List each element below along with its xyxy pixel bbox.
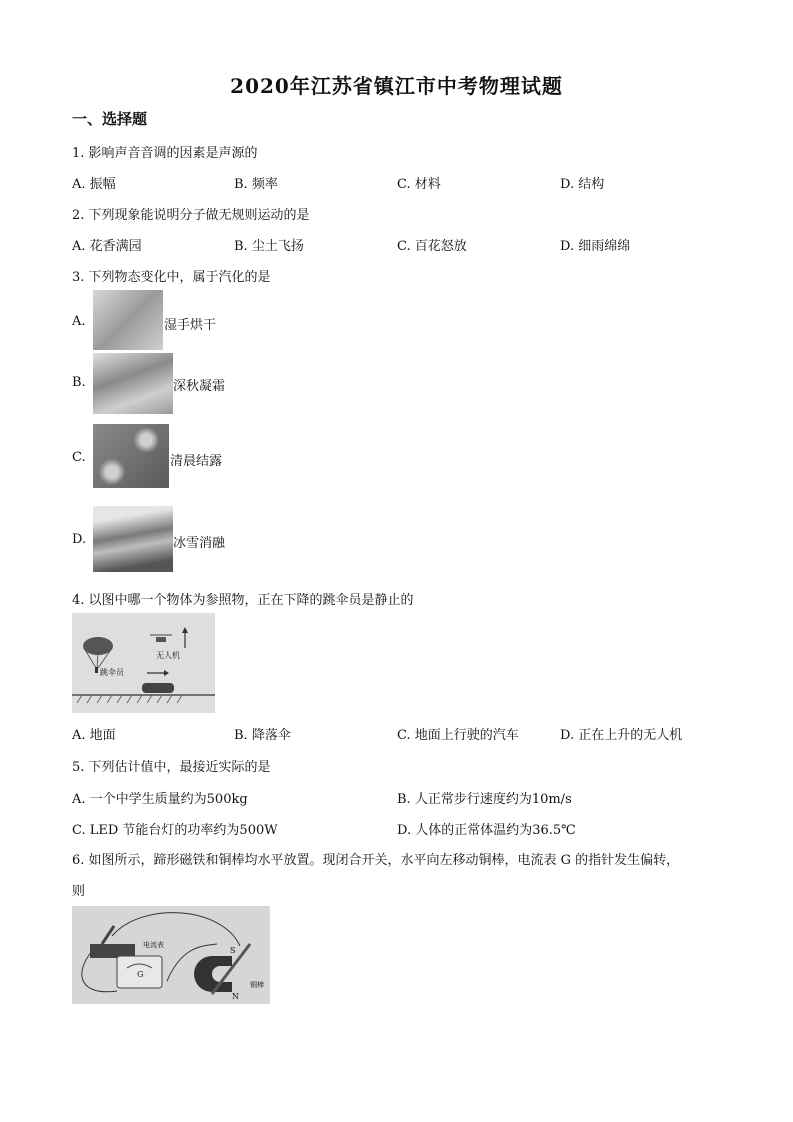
q2-option-d: D. 细雨绵绵 <box>560 239 631 254</box>
q2-option-c: C. 百花怒放 <box>397 239 467 254</box>
q3-option-a-letter: A. <box>72 314 86 329</box>
north-pole-label: N <box>232 992 239 1001</box>
question-6-stem-continued: 则 <box>72 884 86 899</box>
q4-figure <box>72 613 215 713</box>
q5-option-a: A. 一个中学生质量约为500kg <box>72 792 248 807</box>
q3-option-c-image <box>93 424 169 488</box>
q2-option-a: A. 花香满园 <box>72 239 142 254</box>
drone-label: 无人机 <box>156 651 180 660</box>
question-6-stem: 6. 如图所示，蹄形磁铁和铜棒均水平放置。现闭合开关，水平向左移动铜棒，电流表 G 的指针发生偏转， <box>72 853 680 868</box>
q3-option-d-letter: D. <box>72 532 87 547</box>
q3-option-a-text: 湿手烘干 <box>164 318 217 333</box>
parachutist-label: 跳伞员 <box>100 668 124 677</box>
question-1-stem: 1. 影响声音音调的因素是声源的 <box>72 146 258 161</box>
q1-option-d: D. 结构 <box>560 177 605 192</box>
q3-option-c-text: 清晨结露 <box>170 454 223 469</box>
galvanometer-g-label: G <box>137 970 144 979</box>
question-4-stem: 4. 以图中哪一个物体为参照物，正在下降的跳伞员是静止的 <box>72 593 414 608</box>
q1-option-b: B. 频率 <box>234 177 278 192</box>
q1-option-a: A. 振幅 <box>72 177 116 192</box>
page-title: 2020年江苏省镇江市中考物理试题 <box>230 74 563 98</box>
question-5-stem: 5. 下列估计值中，最接近实际的是 <box>72 760 271 775</box>
q3-option-b-image <box>93 353 173 414</box>
q4-option-b: B. 降落伞 <box>234 728 291 743</box>
q5-option-d: D. 人体的正常体温约为36.5℃ <box>397 823 576 838</box>
q3-option-b-text: 深秋凝霜 <box>173 379 226 394</box>
q5-option-c: C. LED 节能台灯的功率约为500W <box>72 823 278 838</box>
q6-figure <box>72 906 270 1004</box>
q5-option-b: B. 人正常步行速度约为10m/s <box>397 792 572 807</box>
q4-option-c: C. 地面上行驶的汽车 <box>397 728 519 743</box>
q2-option-b: B. 尘土飞扬 <box>234 239 304 254</box>
section-heading: 一、选择题 <box>72 110 148 128</box>
q3-option-a-image <box>93 290 163 350</box>
q1-option-c: C. 材料 <box>397 177 441 192</box>
q3-option-b-letter: B. <box>72 375 86 390</box>
question-2-stem: 2. 下列现象能说明分子做无规则运动的是 <box>72 208 310 223</box>
q4-option-a: A. 地面 <box>72 728 116 743</box>
south-pole-label: S <box>230 946 236 955</box>
q3-option-c-letter: C. <box>72 450 86 465</box>
q3-option-d-image <box>93 506 173 572</box>
copper-rod-label: 铜棒 <box>250 981 264 989</box>
question-3-stem: 3. 下列物态变化中，属于汽化的是 <box>72 270 271 285</box>
ammeter-label: 电流表 <box>143 941 164 949</box>
q3-option-d-text: 冰雪消融 <box>173 536 226 551</box>
q4-option-d: D. 正在上升的无人机 <box>560 728 683 743</box>
parachute-diagram-icon <box>72 613 215 713</box>
circuit-diagram-icon <box>72 906 270 1004</box>
